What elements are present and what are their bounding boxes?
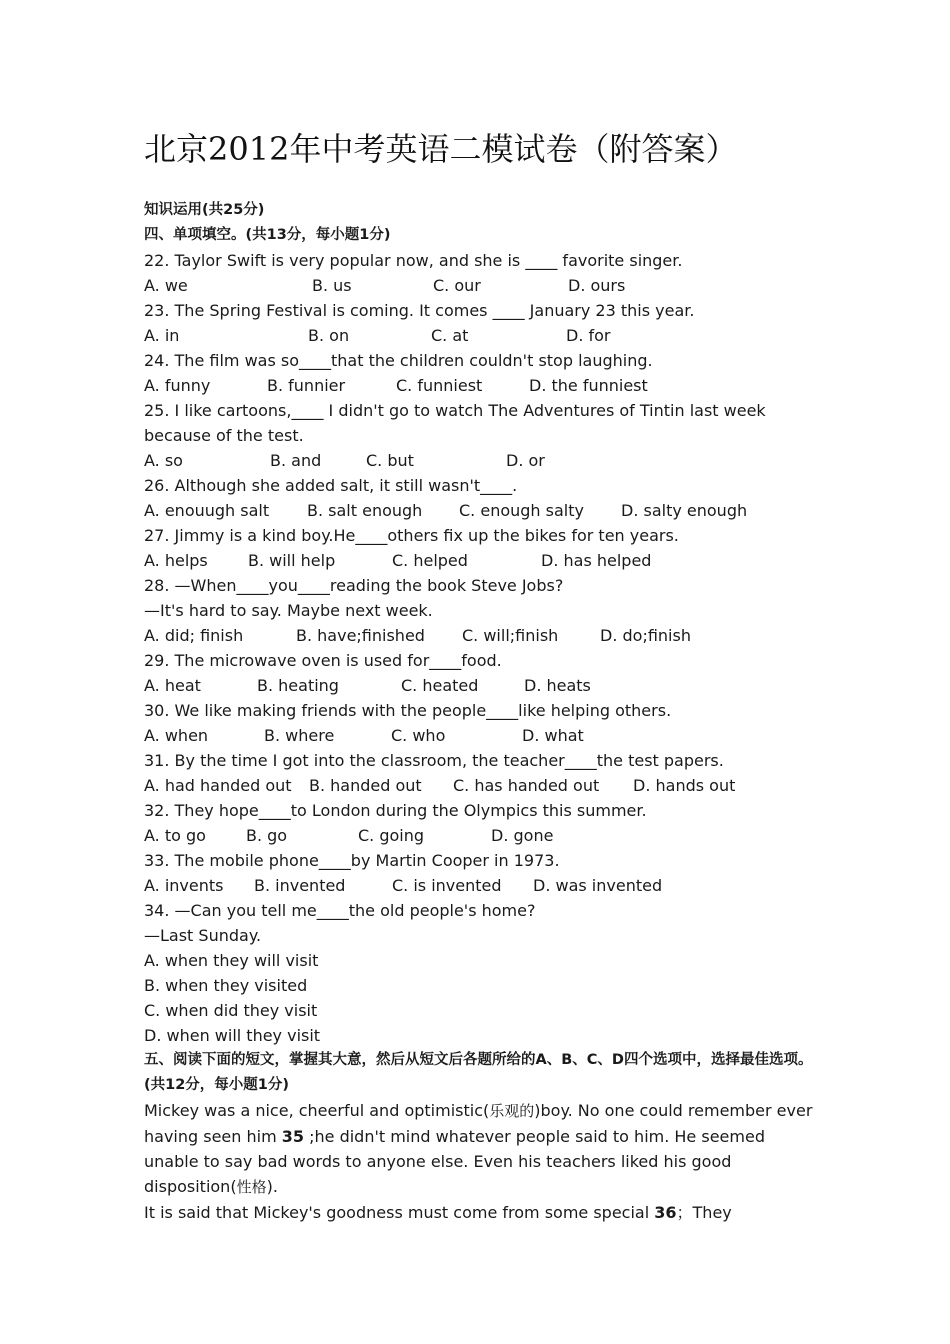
question-stem-continued: because of the test. xyxy=(144,426,304,445)
option-a: A. enouugh salt xyxy=(144,501,270,520)
question-options xyxy=(144,823,824,848)
question-options xyxy=(144,273,824,298)
option-a: A. invents xyxy=(144,876,224,895)
option-b: B. go xyxy=(246,826,288,845)
question-stem: 28. —When____you____reading the book Steve Jobs? xyxy=(144,576,564,595)
option-d: D. ours xyxy=(568,276,626,295)
option-a: A. funny xyxy=(144,376,211,395)
option-c: C. but xyxy=(366,451,414,470)
option-b: B. have;finished xyxy=(296,626,425,645)
option-a: A. heat xyxy=(144,676,201,695)
option-d: D. for xyxy=(566,326,611,345)
question-answer-line: —Last Sunday. xyxy=(144,926,262,945)
option-a: A. when they will visit xyxy=(144,951,319,970)
question-options xyxy=(144,723,824,748)
question-stem: 25. I like cartoons,____ I didn't go to watch The Adventures of Tintin last week xyxy=(144,401,766,420)
question-stem: 34. —Can you tell me____the old people's home? xyxy=(144,901,536,920)
option-d: D. has helped xyxy=(541,551,652,570)
option-b: B. funnier xyxy=(267,376,346,395)
option-b: B. heating xyxy=(257,676,339,695)
question-stem: 24. The film was so____that the children couldn't stop laughing. xyxy=(144,351,653,370)
option-d: D. or xyxy=(506,451,545,470)
option-b: B. salt enough xyxy=(307,501,423,520)
option-c: C. will;finish xyxy=(462,626,559,645)
passage-gloss: 性格 xyxy=(236,1178,267,1196)
question-options xyxy=(144,773,824,798)
option-d: D. do;finish xyxy=(600,626,691,645)
option-a: A. to go xyxy=(144,826,206,845)
option-d: D. the funniest xyxy=(529,376,648,395)
option-c: C. helped xyxy=(392,551,468,570)
option-c: C. when did they visit xyxy=(144,1001,318,1020)
section-heading-five: 五、阅读下面的短文，掌握其大意，然后从短文后各题所给的A、B、C、D四个选项中，选择最佳选项。(共12分，每小题1分) xyxy=(144,1052,813,1093)
question-options xyxy=(144,373,824,398)
option-d: D. was invented xyxy=(533,876,663,895)
question-options xyxy=(144,323,824,348)
option-c: C. our xyxy=(433,276,481,295)
passage-paragraph xyxy=(144,1098,824,1200)
page-title: 北京2012年中考英语二模试卷（附答案） xyxy=(144,130,738,168)
question-answer-line: —It's hard to say. Maybe next week. xyxy=(144,601,433,620)
option-a: A. did; finish xyxy=(144,626,244,645)
option-b: B. and xyxy=(270,451,322,470)
question-stem: 26. Although she added salt, it still wasn't____. xyxy=(144,476,518,495)
option-d: D. what xyxy=(522,726,584,745)
option-b: B. handed out xyxy=(309,776,422,795)
question-stem: 22. Taylor Swift is very popular now, and she is ____ favorite singer. xyxy=(144,251,683,270)
option-c: C. is invented xyxy=(392,876,502,895)
question-stem: 32. They hope____to London during the Olympics this summer. xyxy=(144,801,647,820)
passage-text: ). xyxy=(266,1177,278,1196)
exam-content xyxy=(144,198,824,1225)
question-options xyxy=(144,673,824,698)
section-heading-four: 四、单项填空。(共13分，每小题1分) xyxy=(144,227,391,243)
option-d: D. salty enough xyxy=(621,501,748,520)
passage-text: It is said that Mickey's goodness must come from some special xyxy=(144,1203,655,1222)
question-stem: 27. Jimmy is a kind boy.He____others fix up the bikes for ten years. xyxy=(144,526,679,545)
option-d: D. heats xyxy=(524,676,591,695)
question-stem: 29. The microwave oven is used for____food. xyxy=(144,651,502,670)
option-c: C. at xyxy=(431,326,469,345)
passage-gloss: 乐观的 xyxy=(489,1102,535,1120)
option-c: C. going xyxy=(358,826,425,845)
question-options xyxy=(144,623,824,648)
passage-text: ;he didn't mind whatever people said to him. He seemed unable to say bad words to anyone else. Even his teachers liked his good disposition( xyxy=(144,1127,765,1196)
question-stem: 23. The Spring Festival is coming. It comes ____ January 23 this year. xyxy=(144,301,695,320)
blank-number: 35 xyxy=(281,1127,305,1146)
option-c: C. has handed out xyxy=(453,776,600,795)
option-d: D. gone xyxy=(491,826,554,845)
option-b: B. us xyxy=(312,276,352,295)
option-b: B. will help xyxy=(248,551,336,570)
passage-text: Mickey was a nice, cheerful and optimistic( xyxy=(144,1101,490,1120)
option-a: A. when xyxy=(144,726,209,745)
question-stem: 31. By the time I got into the classroom, the teacher____the test papers. xyxy=(144,751,724,770)
option-d: D. hands out xyxy=(633,776,736,795)
option-c: C. who xyxy=(391,726,446,745)
option-a: A. we xyxy=(144,276,188,295)
option-a: A. in xyxy=(144,326,180,345)
option-c: C. heated xyxy=(401,676,479,695)
section-heading-knowledge: 知识运用(共25分) xyxy=(144,202,265,218)
question-stem: 33. The mobile phone____by Martin Cooper in 1973. xyxy=(144,851,560,870)
option-b: B. where xyxy=(264,726,335,745)
option-b: B. on xyxy=(308,326,350,345)
option-b: B. invented xyxy=(254,876,346,895)
option-c: C. enough salty xyxy=(459,501,584,520)
option-b: B. when they visited xyxy=(144,976,308,995)
option-d: D. when will they visit xyxy=(144,1026,321,1045)
option-a: A. helps xyxy=(144,551,208,570)
passage-text: )boy. No one could remember ever having seen him xyxy=(144,1101,813,1146)
option-a: A. so xyxy=(144,451,183,470)
question-options xyxy=(144,873,824,898)
question-options xyxy=(144,448,824,473)
option-c: C. funniest xyxy=(396,376,483,395)
question-options xyxy=(144,548,824,573)
question-options xyxy=(144,498,824,523)
passage-text: ；They xyxy=(676,1203,732,1222)
option-a: A. had handed out xyxy=(144,776,292,795)
blank-number: 36 xyxy=(654,1203,677,1222)
passage-paragraph xyxy=(144,1200,824,1225)
question-stem: 30. We like making friends with the people____like helping others. xyxy=(144,701,672,720)
